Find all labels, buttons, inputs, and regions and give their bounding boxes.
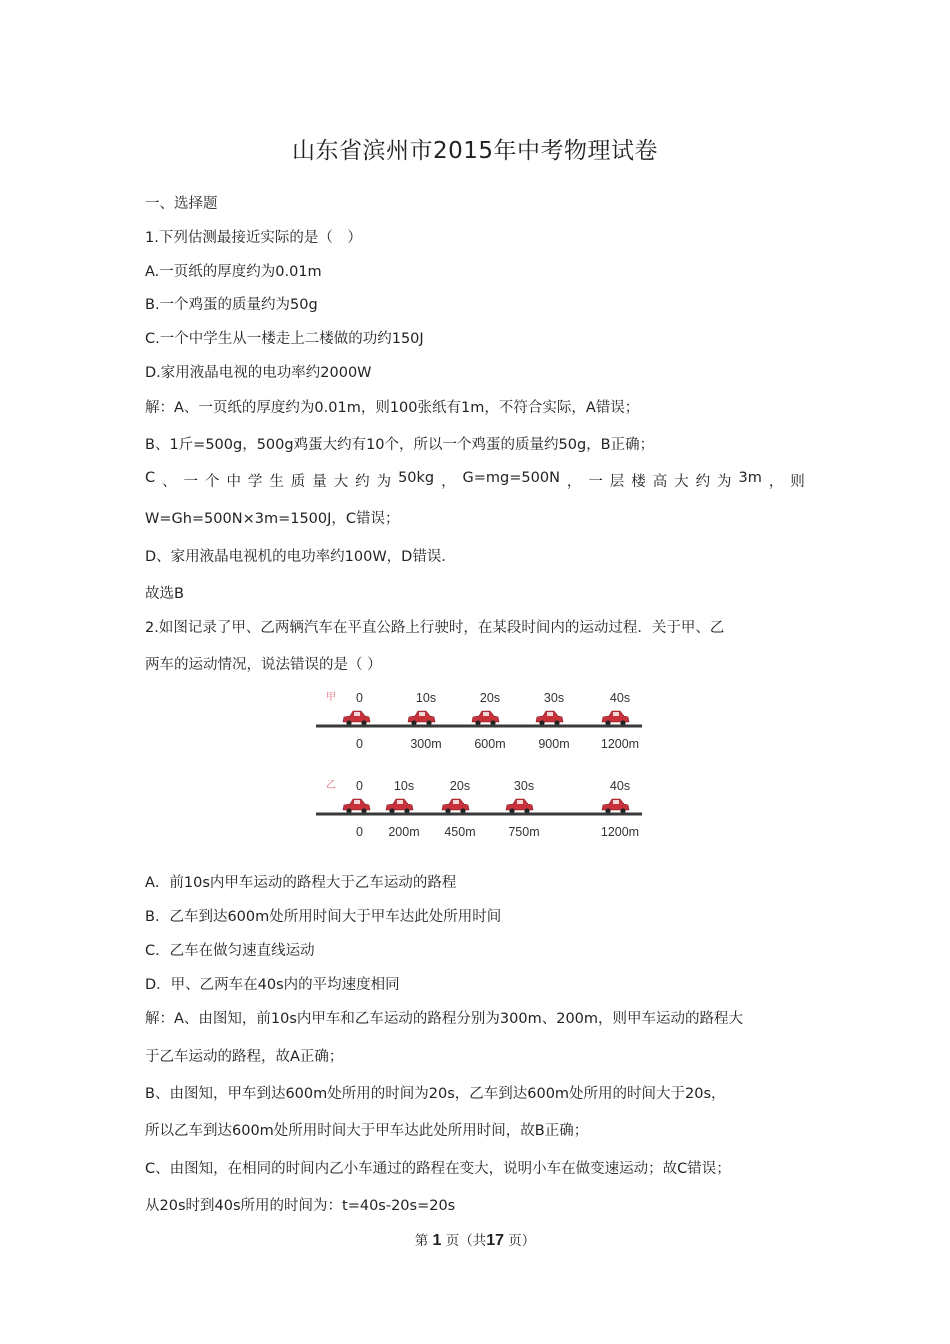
justified-text-fragment: G=mg=500N: [462, 470, 560, 486]
q2-stem-line: 2.如图记录了甲、乙两辆汽车在平直公路上行驶时，在某段时间内的运动过程．关于甲、乙: [145, 620, 725, 636]
distance-label: 0: [356, 737, 363, 751]
justified-text-fragment: 生: [269, 474, 284, 490]
q2-option-b: B．乙车到达600m处所用时间大于甲车达此处所用时间: [145, 909, 502, 925]
car-icon: [386, 799, 413, 814]
road-line: [316, 725, 642, 728]
q1-option-a: A.一页纸的厚度约为0.01m: [145, 264, 322, 280]
time-label: 0: [356, 779, 363, 793]
justified-text-fragment: 为: [376, 474, 392, 490]
footer-page-number: 1: [432, 1232, 442, 1249]
justified-text-fragment: C: [145, 470, 156, 486]
footer-prefix: 第: [414, 1233, 429, 1249]
justified-text-fragment: 为: [717, 474, 732, 490]
car-icon: [536, 711, 563, 726]
distance-label: 0: [356, 825, 363, 839]
q2-solution-line: 所以乙车到达600m处所用时间大于甲车达此处所用时间，故B正确；: [145, 1123, 589, 1139]
time-label: 30s: [513, 779, 535, 793]
distance-label: 1200m: [600, 825, 640, 839]
car-label: 乙: [326, 780, 336, 791]
justified-text-fragment: 约: [355, 474, 370, 490]
justified-text-fragment: 一: [183, 474, 199, 490]
page-title: 山东省滨州市2015年中考物理试卷: [291, 138, 659, 164]
q2-solution-line: B、由图知，甲车到达600m处所用的时间为20s，乙车到达600m处所用的时间大于20s，: [145, 1086, 726, 1102]
q2-option-c: C．乙车在做匀速直线运动: [145, 943, 315, 959]
justified-text-fragment: 质: [290, 474, 306, 490]
car-label: 甲: [326, 692, 336, 703]
justified-text-fragment: ，: [441, 474, 456, 490]
road-line: [316, 813, 642, 816]
q1-solution-line: W=Gh=500N×3m=1500J，C错误；: [145, 511, 400, 527]
q2-solution-line: C、由图知，在相同的时间内乙小车通过的路程在变大，说明小车在做变速运动；故C错误；: [145, 1161, 731, 1177]
time-label: 40s: [609, 779, 631, 793]
time-label: 0: [356, 691, 363, 705]
q1-stem: 1.下列估测最接近实际的是（ ）: [145, 230, 362, 246]
distance-label: 450m: [444, 825, 476, 839]
justified-text-fragment: 个: [204, 474, 220, 490]
justified-text-fragment: 中: [226, 474, 241, 490]
distance-label: 1200m: [600, 737, 640, 751]
justified-text-fragment: 楼: [631, 474, 646, 490]
car-a-track: [316, 691, 642, 751]
justified-text-fragment: 一: [588, 474, 603, 490]
page-footer: [0, 1229, 950, 1250]
q2-option-d: D．甲、乙两车在40s内的平均速度相同: [145, 977, 400, 993]
distance-label: 300m: [410, 737, 442, 751]
justified-text-fragment: 量: [312, 474, 327, 490]
justified-text-fragment: 50kg: [398, 470, 435, 486]
car-icon: [343, 799, 370, 814]
q2-solution-line: 于乙车运动的路程，故A正确；: [145, 1049, 344, 1065]
q2-option-a: A．前10s内甲车运动的路程大于乙车运动的路程: [145, 875, 457, 891]
q1-option-d: D.家用液晶电视的电功率约2000W: [145, 365, 372, 381]
car-icon: [602, 799, 629, 814]
time-label: 20s: [479, 691, 501, 705]
footer-suffix: 页）: [508, 1233, 536, 1249]
q1-solution-line: D、家用液晶电视机的电功率约100W，D错误．: [145, 549, 456, 565]
justified-text-fragment: 大: [333, 474, 349, 490]
distance-label: 600m: [474, 737, 506, 751]
justified-text-fragment: 约: [695, 474, 711, 490]
justified-text-fragment: ，: [566, 474, 582, 490]
car-icon: [343, 711, 370, 726]
q1-solution-justified-line: [145, 470, 805, 491]
q1-solution-line: B、1斤=500g，500g鸡蛋大约有10个，所以一个鸡蛋的质量约50g，B正确；: [145, 437, 655, 453]
section-heading: 一、选择题: [145, 196, 218, 212]
justified-text-fragment: 学: [247, 474, 263, 490]
time-label: 30s: [543, 691, 565, 705]
car-icon: [506, 799, 533, 814]
car-icon: [408, 711, 435, 726]
q1-solution-line: 解：A、一页纸的厚度约为0.01m，则100张纸有1m，不符合实际，A错误；: [145, 400, 640, 416]
distance-label: 900m: [538, 737, 570, 751]
footer-total-pages: 17: [486, 1232, 504, 1249]
q2-solution-line: 从20s时到40s所用的时间为：t=40s-20s=20s: [145, 1198, 456, 1214]
q1-option-b: B.一个鸡蛋的质量约为50g: [145, 297, 318, 313]
time-label: 10s: [393, 779, 415, 793]
car-icon: [472, 711, 499, 726]
justified-text-fragment: ，: [768, 474, 784, 490]
distance-label: 200m: [388, 825, 420, 839]
q1-answer: 故选B: [145, 586, 184, 602]
q2-stem-line: 两车的运动情况，说法错误的是（ ）: [145, 657, 382, 673]
justified-text-fragment: 、: [162, 474, 177, 490]
time-label: 10s: [415, 691, 437, 705]
footer-middle: 页（共: [445, 1233, 487, 1249]
time-label: 20s: [449, 779, 471, 793]
justified-text-fragment: 层: [609, 474, 625, 490]
car-icon: [602, 711, 629, 726]
justified-text-fragment: 3m: [738, 470, 762, 486]
car-motion-figure: [312, 684, 652, 844]
distance-label: 750m: [508, 825, 540, 839]
justified-text-fragment: 则: [790, 474, 805, 490]
q2-solution-line: 解：A、由图知，前10s内甲车和乙车运动的路程分别为300m、200m，则甲车运动的路程大: [145, 1011, 744, 1027]
justified-text-fragment: 大: [674, 474, 689, 490]
car-icon: [442, 799, 469, 814]
car-b-track: [316, 779, 642, 839]
q1-option-c: C.一个中学生从一楼走上二楼做的功约150J: [145, 331, 424, 347]
justified-text-fragment: 高: [652, 474, 668, 490]
time-label: 40s: [609, 691, 631, 705]
